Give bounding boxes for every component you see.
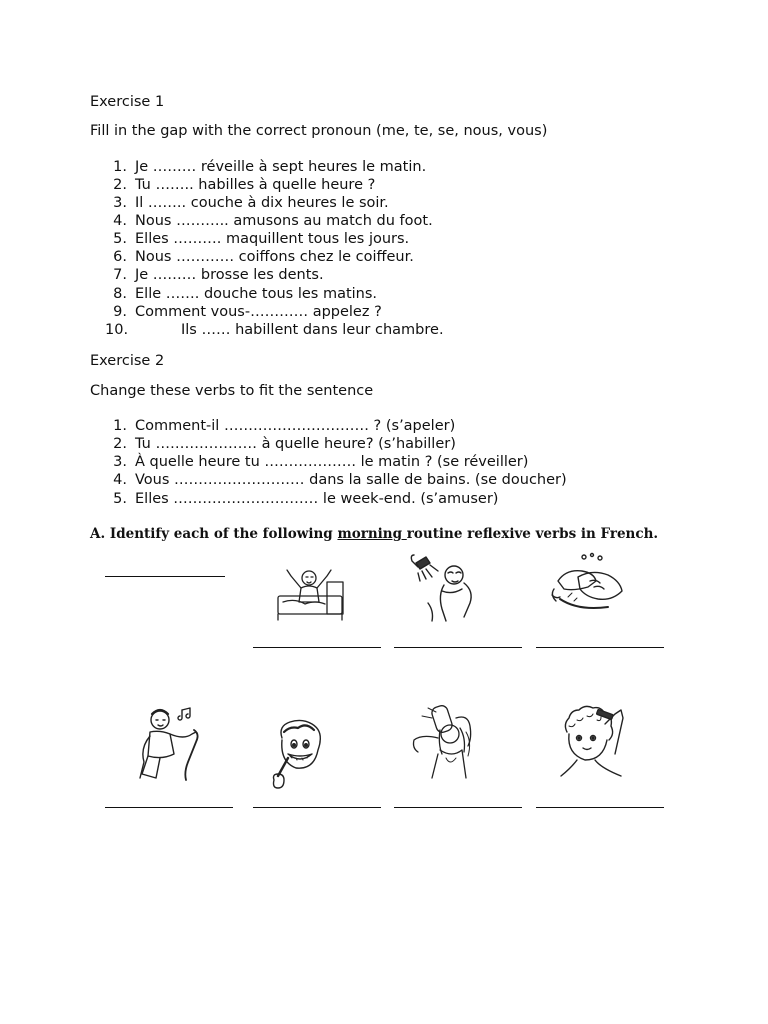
exercise2-instruction: Change these verbs to fit the sentence <box>90 383 374 399</box>
exercise1-title: Exercise 1 <box>90 94 165 110</box>
brushing-teeth-icon <box>270 718 330 792</box>
combing-hair-icon <box>557 706 627 784</box>
worksheet-page: Exercise 1 Fill in the gap with the correct pronoun (me, te, se, nous, vous) 1. Je ……… réveille à sept heures le matin. 2. Tu …….. habilles à quelle heure ? 3. Il …….. couche à dix heures le soir. 4. Nous ……….. amusons au match du foot. 5. Elles ………. maquillent tous les jours. 6. Nous ………… coiffons chez le coiffeur. 7. Je ……… brosse les dents. 8. Elle ……. douche tous les matins. 9. Comment vous-………… appelez ? 10. Ils …… habillent dans leur chambre. Exercise 2 Change these verbs to fit the sentence 1. Comment-il ………………………… ? (s’apeler) 2. Tu ………………… à quelle heure? (s’habiller) 3. À quelle heure tu ………………. le matin ? (se réveiller) 4. Vous ……………………… dans la salle de bains. (se doucher) 5. Elles ………………………… le week-end. (s’amuser) A. Identify each of the following morning routine reflexive verbs in French. <box>0 0 768 1024</box>
showering-icon <box>408 551 480 623</box>
underlined-word: morning <box>337 526 407 542</box>
answer-blank[interactable] <box>105 807 233 808</box>
hair-drying-icon <box>408 704 480 782</box>
answer-blank[interactable] <box>394 647 522 648</box>
exercise1-instruction: Fill in the gap with the correct pronoun (me, te, se, nous, vous) <box>90 123 548 139</box>
answer-blank[interactable] <box>394 807 522 808</box>
answer-blank[interactable] <box>253 647 381 648</box>
answer-blank[interactable] <box>105 576 225 577</box>
section-a-heading: A. Identify each of the following morning routine reflexive verbs in French. <box>90 526 659 542</box>
waking-up-stretching-icon <box>275 560 347 622</box>
answer-blank[interactable] <box>253 807 381 808</box>
washing-hands-icon <box>548 551 628 617</box>
answer-blank[interactable] <box>536 647 664 648</box>
drying-with-towel-singing-icon <box>134 704 206 782</box>
answer-blank[interactable] <box>536 807 664 808</box>
exercise2-title: Exercise 2 <box>90 353 165 369</box>
